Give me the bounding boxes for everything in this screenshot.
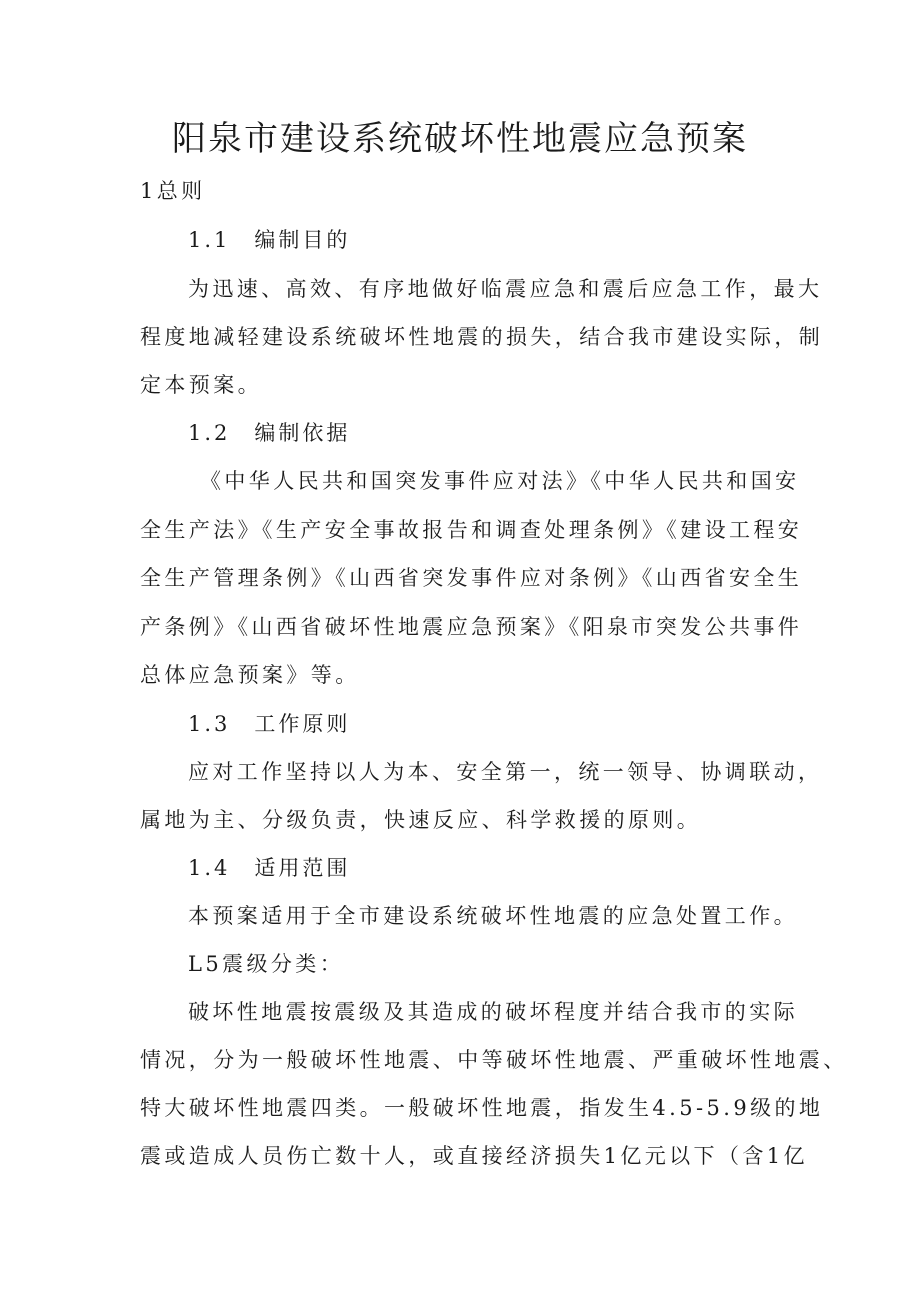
subsection-heading-purpose: 1.1 编制目的 [188, 228, 351, 252]
paragraph-line: 《中华人民共和国突发事件应对法》《中华人民共和国安 [200, 469, 800, 493]
paragraph-line: 本预案适用于全市建设系统破坏性地震的应急处置工作。 [188, 904, 798, 928]
paragraph-line: 定本预案。 [140, 373, 262, 397]
paragraph-line: 情况，分为一般破坏性地震、中等破坏性地震、严重破坏性地震、 [140, 1048, 848, 1072]
paragraph-line: 特大破坏性地震四类。一般破坏性地震，指发生4.5-5.9级的地 [140, 1096, 824, 1120]
section-heading-general: 1总则 [140, 179, 206, 203]
paragraph-line: 为迅速、高效、有序地做好临震应急和震后应急工作，最大 [188, 277, 823, 301]
subsection-heading-scope: 1.4 适用范围 [188, 856, 351, 880]
subsection-heading-basis: 1.2 编制依据 [188, 421, 351, 445]
paragraph-line: 产条例》《山西省破坏性地震应急预案》《阳泉市突发公共事件 [140, 615, 803, 639]
paragraph-line: 总体应急预案》等。 [140, 663, 360, 687]
document-title: 阳泉市建设系统破坏性地震应急预案 [172, 119, 748, 159]
subsection-heading-magnitude: L5震级分类： [188, 952, 345, 976]
paragraph-line: 全生产管理条例》《山西省突发事件应对条例》《山西省安全生 [140, 566, 803, 590]
paragraph-line: 震或造成人员伤亡数十人，或直接经济损失1亿元以下（含1亿 [140, 1144, 808, 1168]
paragraph-line: 程度地减轻建设系统破坏性地震的损失，结合我市建设实际，制 [140, 325, 824, 349]
paragraph-line: 全生产法》《生产安全事故报告和调查处理条例》《建设工程安 [140, 518, 803, 542]
subsection-heading-principles: 1.3 工作原则 [188, 712, 351, 736]
paragraph-line: 破坏性地震按震级及其造成的破坏程度并结合我市的实际 [188, 1000, 798, 1024]
paragraph-line: 属地为主、分级负责，快速反应、科学救援的原则。 [140, 808, 702, 832]
paragraph-line: 应对工作坚持以人为本、安全第一，统一领导、协调联动， [188, 760, 823, 784]
